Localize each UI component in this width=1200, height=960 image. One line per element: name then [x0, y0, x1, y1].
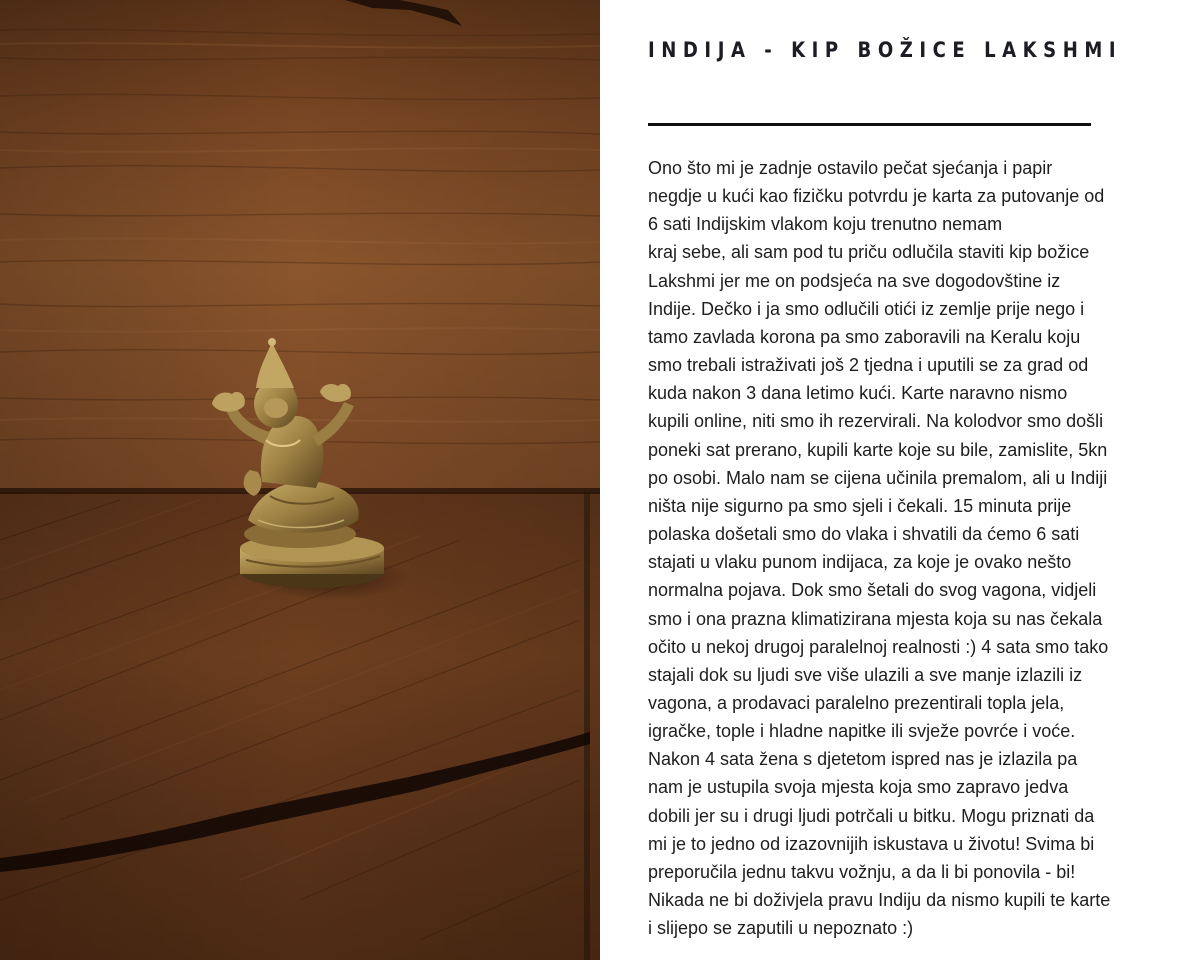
story-line: stajali dok su ljudi sve više ulazili a sve manje izlazili iz [648, 664, 1083, 685]
story-line: dobili jer su i drugi ljudi potrčali u bitku. Mogu priznati da [648, 805, 1095, 826]
story-line: ništa nije sigurno pa smo sjeli i čekali. 15 minuta prije [648, 495, 1072, 516]
story-line: polaska došetali smo do vlaka i shvatili da ćemo 6 sati [648, 524, 1080, 545]
story-line: negdje u kući kao fizičku potvrdu je karta za putovanje od [648, 186, 1105, 207]
story-line: kuda nakon 3 dana letimo kući. Karte naravno nismo [648, 383, 1068, 404]
text-panel [600, 0, 1200, 960]
story-line: Nakon 4 sata žena s djetetom ispred nas je izlazila pa [648, 749, 1078, 770]
story-line: tamo zavlada korona pa smo zaboravili na Keralu koju [648, 326, 1081, 347]
story-line: Lakshmi jer me on podsjeća na sve dogodovštine iz [648, 270, 1061, 291]
story-line: Nikada ne bi doživjela pravu Indiju da nismo kupili te karte [648, 890, 1111, 911]
story-line: 6 sati Indijskim vlakom koju trenutno nemam [648, 214, 1003, 235]
story-line: preporučila jednu takvu vožnju, a da li bi ponovila - bi! [648, 861, 1076, 882]
story-line: normalna pojava. Dok smo šetali do svog vagona, vidjeli [648, 580, 1097, 601]
story-line: očito u nekoj drugoj paralelnoj realnosti :) 4 sata smo tako [648, 636, 1109, 657]
story-line: kupili online, niti smo ih rezervirali. Na kolodvor smo došli [648, 411, 1104, 432]
story-line: smo trebali istraživati još 2 tjedna i uputili se za grad od [648, 355, 1089, 376]
title-divider [648, 123, 1091, 126]
story-line: po osobi. Malo nam se cijena učinila premalom, ali u Indiji [648, 467, 1108, 488]
story-line: nam je ustupila svoja mjesta koja smo zapravo jedva [648, 777, 1069, 798]
story-line: vagona, a prodavaci paralelno prezentirali topla jela, [648, 692, 1065, 713]
story-line: Indije. Dečko i ja smo odlučili otići iz zemlje prije nego i [648, 298, 1085, 319]
story-line: smo i ona prazna klimatizirana mjesta koja su nas čekala [648, 608, 1103, 629]
story-line: stajati u vlaku punom indijaca, za koje je ovako nešto [648, 552, 1072, 573]
story-line: igračke, tople i hladne napitke ili svježe povrće i voće. [648, 721, 1076, 742]
story-line: i slijepo se zaputili u nepoznato :) [648, 918, 914, 939]
story-line: poneki sat prerano, kupili karte koje su bile, zamislite, 5kn [648, 439, 1108, 460]
story-line: mi je to jedno od izazovnijih iskustava u životu! Svima bi [648, 833, 1095, 854]
story-text [648, 154, 1188, 942]
story-line: Ono što mi je zadnje ostavilo pečat sjećanja i papir [648, 158, 1053, 178]
page-title: INDIJA - KIP BOŽICE LAKSHMI [648, 38, 1123, 62]
story-line: kraj sebe, ali sam pod tu priču odlučila staviti kip božice [648, 242, 1090, 263]
